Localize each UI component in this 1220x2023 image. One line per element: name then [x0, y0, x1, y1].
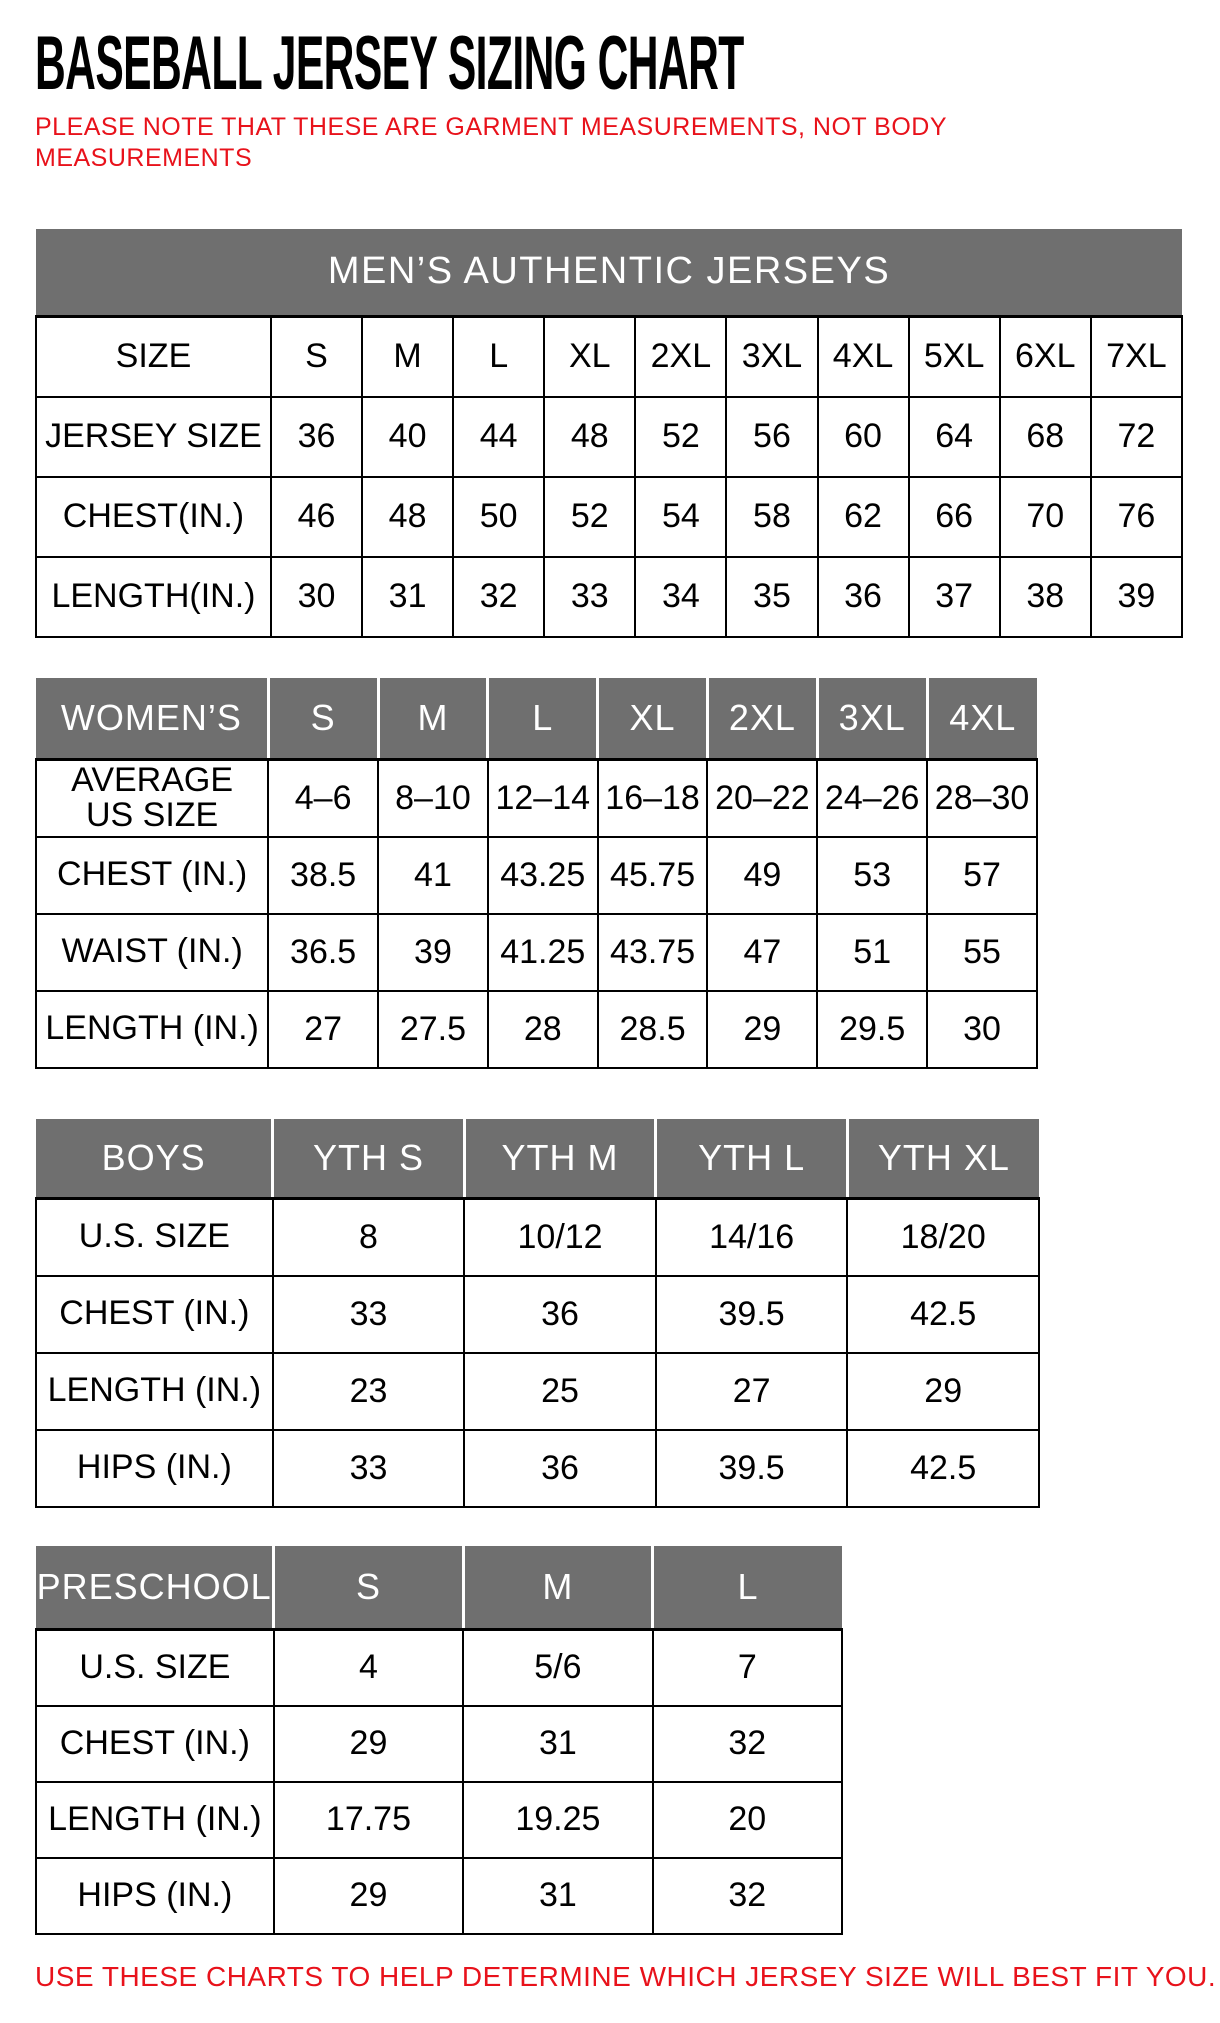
size-value-cell: 39.5: [656, 1276, 848, 1353]
column-header: PRESCHOOL: [36, 1546, 274, 1630]
size-value-cell: 32: [453, 557, 544, 637]
size-value-cell: 32: [653, 1858, 842, 1934]
size-value-cell: 12–14: [488, 760, 598, 837]
column-header: L: [453, 317, 544, 397]
size-value-cell: 27: [268, 991, 378, 1068]
size-value-cell: 57: [927, 837, 1037, 914]
size-value-cell: 41.25: [488, 914, 598, 991]
row-label-cell: CHEST (IN.): [36, 837, 268, 914]
size-value-cell: 62: [818, 477, 909, 557]
mens-sizing-table: [35, 229, 1183, 638]
column-header: 3XL: [726, 317, 817, 397]
column-header: S: [268, 678, 378, 760]
size-value-cell: 36: [464, 1276, 656, 1353]
size-value-cell: 30: [271, 557, 362, 637]
size-value-cell: 20–22: [707, 760, 817, 837]
size-value-cell: 35: [726, 557, 817, 637]
size-value-cell: 14/16: [656, 1199, 848, 1276]
size-value-cell: 55: [927, 914, 1037, 991]
size-value-cell: 40: [362, 397, 453, 477]
size-value-cell: 38.5: [268, 837, 378, 914]
column-header: SIZE: [36, 317, 271, 397]
size-value-cell: 27.5: [378, 991, 488, 1068]
size-value-cell: 60: [818, 397, 909, 477]
size-value-cell: 43.25: [488, 837, 598, 914]
column-header: 2XL: [707, 678, 817, 760]
column-header: L: [653, 1546, 842, 1630]
size-value-cell: 36: [818, 557, 909, 637]
size-value-cell: 19.25: [463, 1782, 652, 1858]
size-value-cell: 29: [274, 1706, 463, 1782]
column-header: M: [463, 1546, 652, 1630]
column-header: BOYS: [36, 1119, 273, 1199]
size-value-cell: 28.5: [598, 991, 708, 1068]
size-value-cell: 8: [273, 1199, 465, 1276]
size-value-cell: 36: [271, 397, 362, 477]
size-value-cell: 76: [1091, 477, 1182, 557]
size-value-cell: 70: [1000, 477, 1091, 557]
size-value-cell: 31: [463, 1706, 652, 1782]
size-value-cell: 28–30: [927, 760, 1037, 837]
size-value-cell: 31: [362, 557, 453, 637]
column-header: 4XL: [927, 678, 1037, 760]
size-value-cell: 10/12: [464, 1199, 656, 1276]
size-value-cell: 33: [273, 1430, 465, 1507]
preschool-sizing-table: [35, 1546, 843, 1935]
column-header: XL: [544, 317, 635, 397]
size-value-cell: 20: [653, 1782, 842, 1858]
row-label-cell: JERSEY SIZE: [36, 397, 271, 477]
size-value-cell: 46: [271, 477, 362, 557]
size-value-cell: 72: [1091, 397, 1182, 477]
row-label-cell: LENGTH(IN.): [36, 557, 271, 637]
womens-sizing-table: [35, 678, 1038, 1069]
column-header: M: [362, 317, 453, 397]
size-value-cell: 7: [653, 1630, 842, 1706]
size-value-cell: 16–18: [598, 760, 708, 837]
row-label-cell: HIPS (IN.): [36, 1430, 273, 1507]
size-value-cell: 23: [273, 1353, 465, 1430]
size-value-cell: 53: [817, 837, 927, 914]
size-value-cell: 38: [1000, 557, 1091, 637]
size-value-cell: 24–26: [817, 760, 927, 837]
size-value-cell: 52: [635, 397, 726, 477]
size-value-cell: 29: [274, 1858, 463, 1934]
size-value-cell: 41: [378, 837, 488, 914]
column-header: 4XL: [818, 317, 909, 397]
column-header: XL: [598, 678, 708, 760]
mens-banner: MEN’S AUTHENTIC JERSEYS: [36, 229, 1182, 317]
footer-note: USE THESE CHARTS TO HELP DETERMINE WHICH JERSEY SIZE WILL BEST FIT YOU.: [35, 1960, 1217, 1992]
column-header: M: [378, 678, 488, 760]
size-value-cell: 64: [909, 397, 1000, 477]
column-header: 2XL: [635, 317, 726, 397]
column-header: 6XL: [1000, 317, 1091, 397]
column-header: WOMEN’S: [36, 678, 268, 760]
size-value-cell: 47: [707, 914, 817, 991]
row-label-cell: LENGTH (IN.): [36, 1353, 273, 1430]
size-value-cell: 48: [544, 397, 635, 477]
size-value-cell: 66: [909, 477, 1000, 557]
row-label-cell: LENGTH (IN.): [36, 1782, 274, 1858]
size-value-cell: 4: [274, 1630, 463, 1706]
size-value-cell: 33: [544, 557, 635, 637]
size-value-cell: 42.5: [847, 1430, 1039, 1507]
size-value-cell: 48: [362, 477, 453, 557]
size-value-cell: 45.75: [598, 837, 708, 914]
row-label-cell: CHEST (IN.): [36, 1276, 273, 1353]
size-value-cell: 43.75: [598, 914, 708, 991]
size-value-cell: 29: [847, 1353, 1039, 1430]
size-value-cell: 29.5: [817, 991, 927, 1068]
row-label-cell: HIPS (IN.): [36, 1858, 274, 1934]
size-value-cell: 42.5: [847, 1276, 1039, 1353]
size-value-cell: 32: [653, 1706, 842, 1782]
size-value-cell: 30: [927, 991, 1037, 1068]
size-value-cell: 50: [453, 477, 544, 557]
row-label-cell: LENGTH (IN.): [36, 991, 268, 1068]
size-value-cell: 8–10: [378, 760, 488, 837]
row-label-cell: U.S. SIZE: [36, 1199, 273, 1276]
size-value-cell: 51: [817, 914, 927, 991]
row-label-cell: AVERAGE US SIZE: [36, 760, 268, 837]
size-value-cell: 39.5: [656, 1430, 848, 1507]
boys-sizing-table: [35, 1119, 1040, 1508]
size-value-cell: 49: [707, 837, 817, 914]
size-value-cell: 39: [378, 914, 488, 991]
size-value-cell: 68: [1000, 397, 1091, 477]
size-value-cell: 36.5: [268, 914, 378, 991]
size-value-cell: 37: [909, 557, 1000, 637]
measurement-note: PLEASE NOTE THAT THESE ARE GARMENT MEASUREMENTS, NOT BODY MEASUREMENTS: [35, 113, 948, 173]
size-value-cell: 4–6: [268, 760, 378, 837]
size-value-cell: 56: [726, 397, 817, 477]
size-value-cell: 58: [726, 477, 817, 557]
size-value-cell: 44: [453, 397, 544, 477]
size-value-cell: 5/6: [463, 1630, 652, 1706]
size-value-cell: 25: [464, 1353, 656, 1430]
size-value-cell: 52: [544, 477, 635, 557]
row-label-cell: U.S. SIZE: [36, 1630, 274, 1706]
size-value-cell: 39: [1091, 557, 1182, 637]
size-value-cell: 17.75: [274, 1782, 463, 1858]
column-header: 7XL: [1091, 317, 1182, 397]
size-value-cell: 18/20: [847, 1199, 1039, 1276]
size-value-cell: 27: [656, 1353, 848, 1430]
column-header: S: [274, 1546, 463, 1630]
column-header: 5XL: [909, 317, 1000, 397]
row-label-cell: CHEST(IN.): [36, 477, 271, 557]
size-value-cell: 31: [463, 1858, 652, 1934]
column-header: YTH XL: [847, 1119, 1039, 1199]
size-value-cell: 34: [635, 557, 726, 637]
size-value-cell: 28: [488, 991, 598, 1068]
column-header: S: [271, 317, 362, 397]
column-header: YTH M: [464, 1119, 656, 1199]
column-header: L: [488, 678, 598, 760]
size-value-cell: 33: [273, 1276, 465, 1353]
column-header: 3XL: [817, 678, 927, 760]
column-header: YTH L: [656, 1119, 848, 1199]
size-value-cell: 54: [635, 477, 726, 557]
row-label-cell: CHEST (IN.): [36, 1706, 274, 1782]
row-label-cell: WAIST (IN.): [36, 914, 268, 991]
size-value-cell: 36: [464, 1430, 656, 1507]
size-value-cell: 29: [707, 991, 817, 1068]
page-title: BASEBALL JERSEY SIZING CHART: [35, 21, 744, 106]
column-header: YTH S: [273, 1119, 465, 1199]
